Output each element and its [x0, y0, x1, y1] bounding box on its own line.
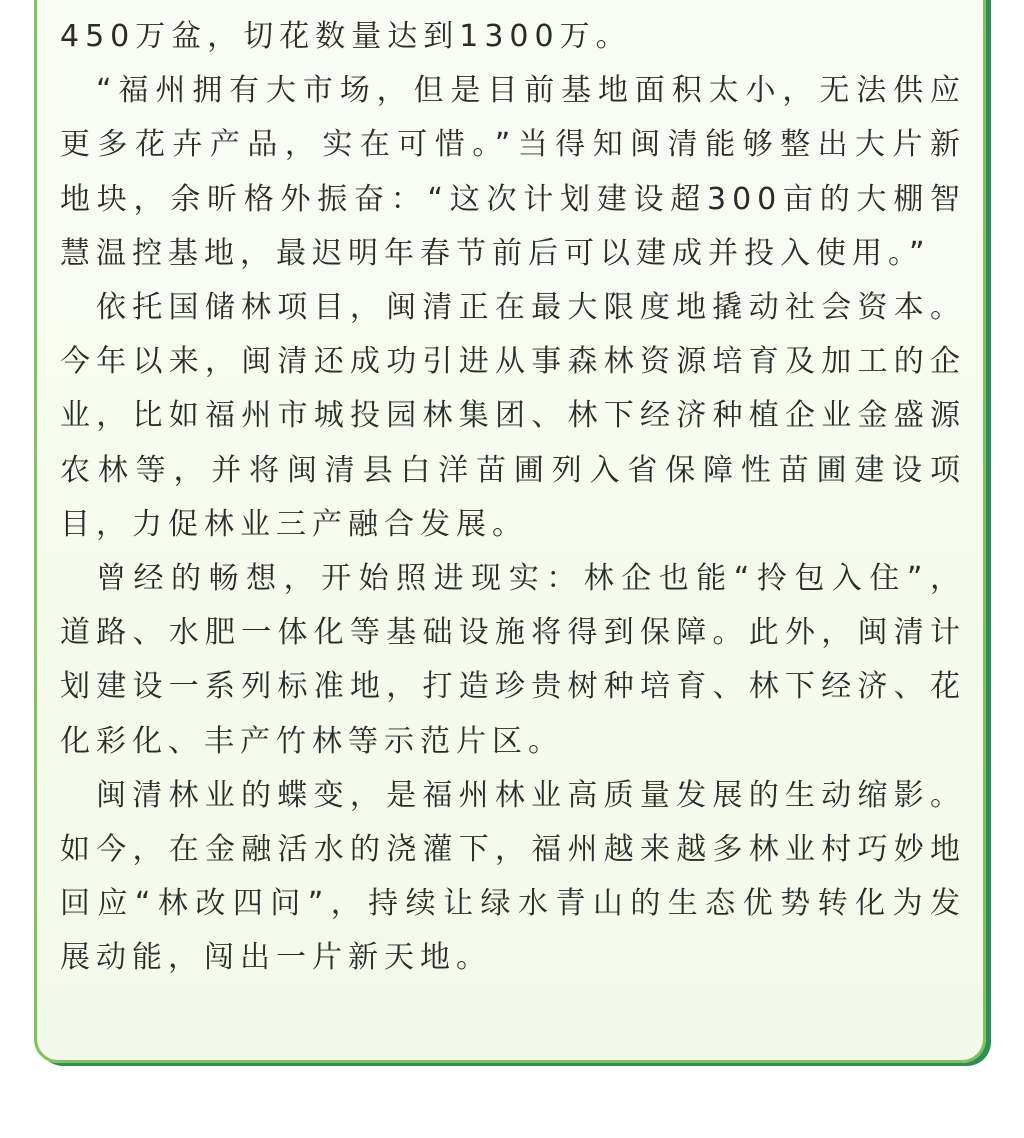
article-paragraph: “福州拥有大市场，但是目前基地面积太小，无法供应更多花卉产品，实在可惜。”当得知闽清能够整出大片新地块，余昕格外振奋：“这次计划建设超300亩的大棚智慧温控基地，最迟明年春节前后可以建成并投入使用。” — [60, 73, 966, 271]
article-paragraph: 闽清林业的蝶变，是福州林业高质量发展的生动缩影。如今，在金融活水的浇灌下，福州越来越多林业村巧妙地回应“林改四问”，持续让绿水青山的生态优势转化为发展动能，闯出一片新天地。 — [60, 777, 966, 976]
article-body — [60, 10, 966, 986]
article-paragraph: 曾经的畅想，开始照进现实：林企也能“拎包入住”，道路、水肥一体化等基础设施将得到保障。此外，闽清计划建设一系列标准地，打造珍贵树种培育、林下经济、花化彩化、丰产竹林等示范片区。 — [60, 561, 966, 759]
article-paragraph: 依托国储林项目，闽清正在最大限度地撬动社会资本。今年以来，闽清还成功引进从事森林资源培育及加工的企业，比如福州市城投园林集团、林下经济种植企业金盛源农林等，并将闽清县白洋苗圃列入省保障性苗圃建设项目，力促林业三产融合发展。 — [60, 290, 966, 542]
article-paragraph: 450万盆，切花数量达到1300万。 — [60, 19, 632, 54]
